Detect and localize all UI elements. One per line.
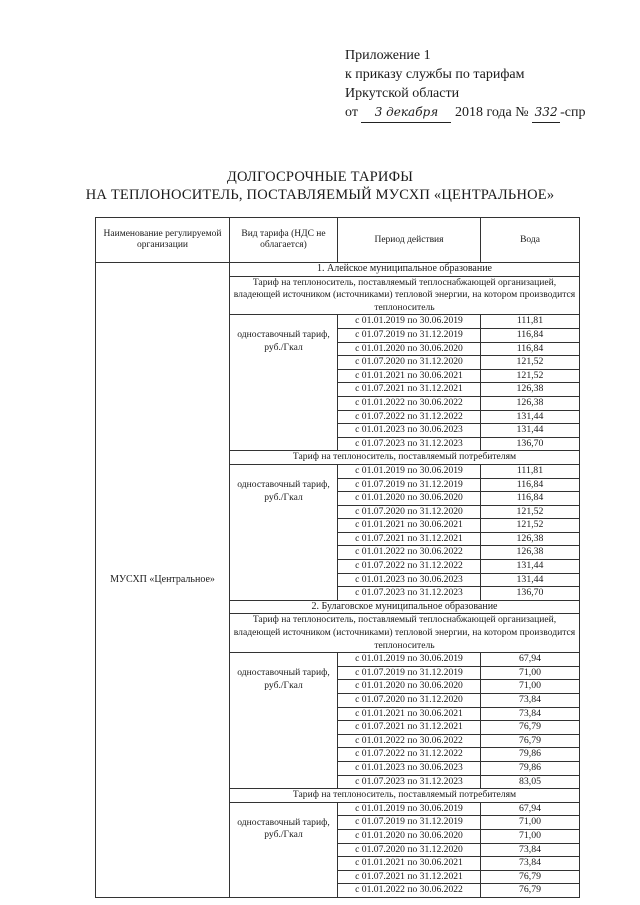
period-cell: с 01.07.2020 по 31.12.2020 — [338, 843, 481, 857]
water-value-cell: 121,52 — [481, 505, 580, 519]
section-row — [96, 263, 580, 277]
tariff-table-body — [96, 263, 580, 898]
document-title — [0, 168, 640, 204]
water-value-cell: 79,86 — [481, 761, 580, 775]
water-value-cell: 76,79 — [481, 734, 580, 748]
water-value-cell: 111,81 — [481, 464, 580, 478]
period-cell: с 01.07.2021 по 31.12.2021 — [338, 532, 481, 546]
period-cell: с 01.01.2020 по 30.06.2020 — [338, 829, 481, 843]
subsection-title: Тариф на теплоноситель, поставляемый потребителям — [230, 451, 580, 465]
period-cell: с 01.01.2019 по 30.06.2019 — [338, 315, 481, 329]
water-value-cell: 116,84 — [481, 342, 580, 356]
water-value-cell: 111,81 — [481, 315, 580, 329]
period-cell: с 01.01.2019 по 30.06.2019 — [338, 802, 481, 816]
table-header-row — [96, 218, 580, 263]
header-organization: Наименование регулируемой организации — [96, 218, 230, 263]
tariff-type-cell: одноставочный тариф, руб./Гкал — [230, 802, 338, 897]
header-period: Период действия — [338, 218, 481, 263]
period-cell: с 01.07.2023 по 31.12.2023 — [338, 437, 481, 451]
period-cell: с 01.07.2022 по 31.12.2022 — [338, 410, 481, 424]
water-value-cell: 79,86 — [481, 748, 580, 762]
period-cell: с 01.01.2023 по 30.06.2023 — [338, 573, 481, 587]
water-value-cell: 71,00 — [481, 816, 580, 830]
subsection-title: Тариф на теплоноситель, поставляемый теплоснабжающей организацией, владеющей источником (источниками) тепловой энергии, на котором производится теплоноситель — [230, 276, 580, 315]
water-value-cell: 67,94 — [481, 802, 580, 816]
appendix-line-1: Приложение 1 — [345, 48, 431, 63]
water-value-cell: 136,70 — [481, 587, 580, 601]
appendix-date-line — [345, 103, 586, 123]
water-value-cell: 71,00 — [481, 829, 580, 843]
period-cell: с 01.07.2023 по 31.12.2023 — [338, 587, 481, 601]
water-value-cell: 83,05 — [481, 775, 580, 789]
title-line-2: НА ТЕПЛОНОСИТЕЛЬ, ПОСТАВЛЯЕМЫЙ МУСХП «ЦЕНТРАЛЬНОЕ» — [85, 187, 555, 203]
period-cell: с 01.01.2021 по 30.06.2021 — [338, 707, 481, 721]
period-cell: с 01.07.2023 по 31.12.2023 — [338, 775, 481, 789]
water-value-cell: 126,38 — [481, 383, 580, 397]
period-cell: с 01.01.2023 по 30.06.2023 — [338, 424, 481, 438]
period-cell: с 01.01.2022 по 30.06.2022 — [338, 546, 481, 560]
period-cell: с 01.01.2020 по 30.06.2020 — [338, 492, 481, 506]
period-cell: с 01.07.2021 по 31.12.2021 — [338, 870, 481, 884]
period-cell: с 01.07.2022 по 31.12.2022 — [338, 748, 481, 762]
period-cell: с 01.07.2019 по 31.12.2019 — [338, 666, 481, 680]
period-cell: с 01.01.2019 по 30.06.2019 — [338, 464, 481, 478]
water-value-cell: 121,52 — [481, 356, 580, 370]
subsection-title: Тариф на теплоноситель, поставляемый потребителям — [230, 789, 580, 803]
water-value-cell: 76,79 — [481, 870, 580, 884]
water-value-cell: 126,38 — [481, 396, 580, 410]
header-water: Вода — [481, 218, 580, 263]
period-cell: с 01.07.2022 по 31.12.2022 — [338, 560, 481, 574]
period-cell: с 01.07.2019 по 31.12.2019 — [338, 478, 481, 492]
tariff-type-cell: одноставочный тариф, руб./Гкал — [230, 315, 338, 451]
section-title: 2. Булаговское муниципальное образование — [230, 600, 580, 614]
water-value-cell: 73,84 — [481, 857, 580, 871]
period-cell: с 01.01.2019 по 30.06.2019 — [338, 653, 481, 667]
tariff-type-cell: одноставочный тариф, руб./Гкал — [230, 653, 338, 789]
period-cell: с 01.01.2021 по 30.06.2021 — [338, 857, 481, 871]
water-value-cell: 67,94 — [481, 653, 580, 667]
header-tariff-type: Вид тарифа (НДС не облагается) — [230, 218, 338, 263]
section-title: 1. Алейское муниципальное образование — [230, 263, 580, 277]
water-value-cell: 73,84 — [481, 707, 580, 721]
water-value-cell: 76,79 — [481, 884, 580, 898]
water-value-cell: 131,44 — [481, 573, 580, 587]
period-cell: с 01.01.2020 по 30.06.2020 — [338, 342, 481, 356]
water-value-cell: 136,70 — [481, 437, 580, 451]
title-line-1: ДОЛГОСРОЧНЫЕ ТАРИФЫ — [226, 169, 414, 185]
period-cell: с 01.07.2021 по 31.12.2021 — [338, 721, 481, 735]
period-cell: с 01.07.2020 по 31.12.2020 — [338, 694, 481, 708]
water-value-cell: 121,52 — [481, 519, 580, 533]
water-value-cell: 131,44 — [481, 560, 580, 574]
period-cell: с 01.01.2022 по 30.06.2022 — [338, 884, 481, 898]
period-cell: с 01.01.2020 по 30.06.2020 — [338, 680, 481, 694]
tariff-table — [95, 217, 580, 898]
water-value-cell: 73,84 — [481, 694, 580, 708]
period-cell: с 01.01.2021 по 30.06.2021 — [338, 519, 481, 533]
appendix-year: 2018 года № — [454, 105, 529, 120]
tariff-type-cell: одноставочный тариф, руб./Гкал — [230, 464, 338, 600]
period-cell: с 01.07.2019 по 31.12.2019 — [338, 816, 481, 830]
organization-cell: МУСХП «Центральное» — [96, 263, 230, 898]
period-cell: с 01.01.2023 по 30.06.2023 — [338, 761, 481, 775]
appendix-header — [345, 46, 586, 123]
appendix-line-3: Иркутской области — [345, 86, 460, 101]
appendix-suffix: -спр — [560, 105, 586, 120]
water-value-cell: 116,84 — [481, 478, 580, 492]
water-value-cell: 126,38 — [481, 532, 580, 546]
water-value-cell: 131,44 — [481, 424, 580, 438]
period-cell: с 01.07.2021 по 31.12.2021 — [338, 383, 481, 397]
water-value-cell: 71,00 — [481, 680, 580, 694]
period-cell: с 01.01.2022 по 30.06.2022 — [338, 734, 481, 748]
subsection-title: Тариф на теплоноситель, поставляемый теплоснабжающей организацией, владеющей источником (источниками) тепловой энергии, на котором производится теплоноситель — [230, 614, 580, 653]
period-cell: с 01.07.2020 по 31.12.2020 — [338, 356, 481, 370]
water-value-cell: 131,44 — [481, 410, 580, 424]
period-cell: с 01.07.2020 по 31.12.2020 — [338, 505, 481, 519]
period-cell: с 01.01.2022 по 30.06.2022 — [338, 396, 481, 410]
handwritten-number: 332 — [532, 103, 560, 123]
water-value-cell: 76,79 — [481, 721, 580, 735]
water-value-cell: 73,84 — [481, 843, 580, 857]
water-value-cell: 126,38 — [481, 546, 580, 560]
water-value-cell: 121,52 — [481, 369, 580, 383]
handwritten-date: 3 декабря — [361, 103, 451, 123]
water-value-cell: 71,00 — [481, 666, 580, 680]
appendix-prefix: от — [345, 105, 358, 120]
period-cell: с 01.01.2021 по 30.06.2021 — [338, 369, 481, 383]
period-cell: с 01.07.2019 по 31.12.2019 — [338, 328, 481, 342]
water-value-cell: 116,84 — [481, 492, 580, 506]
water-value-cell: 116,84 — [481, 328, 580, 342]
appendix-line-2: к приказу службы по тарифам — [345, 67, 525, 82]
